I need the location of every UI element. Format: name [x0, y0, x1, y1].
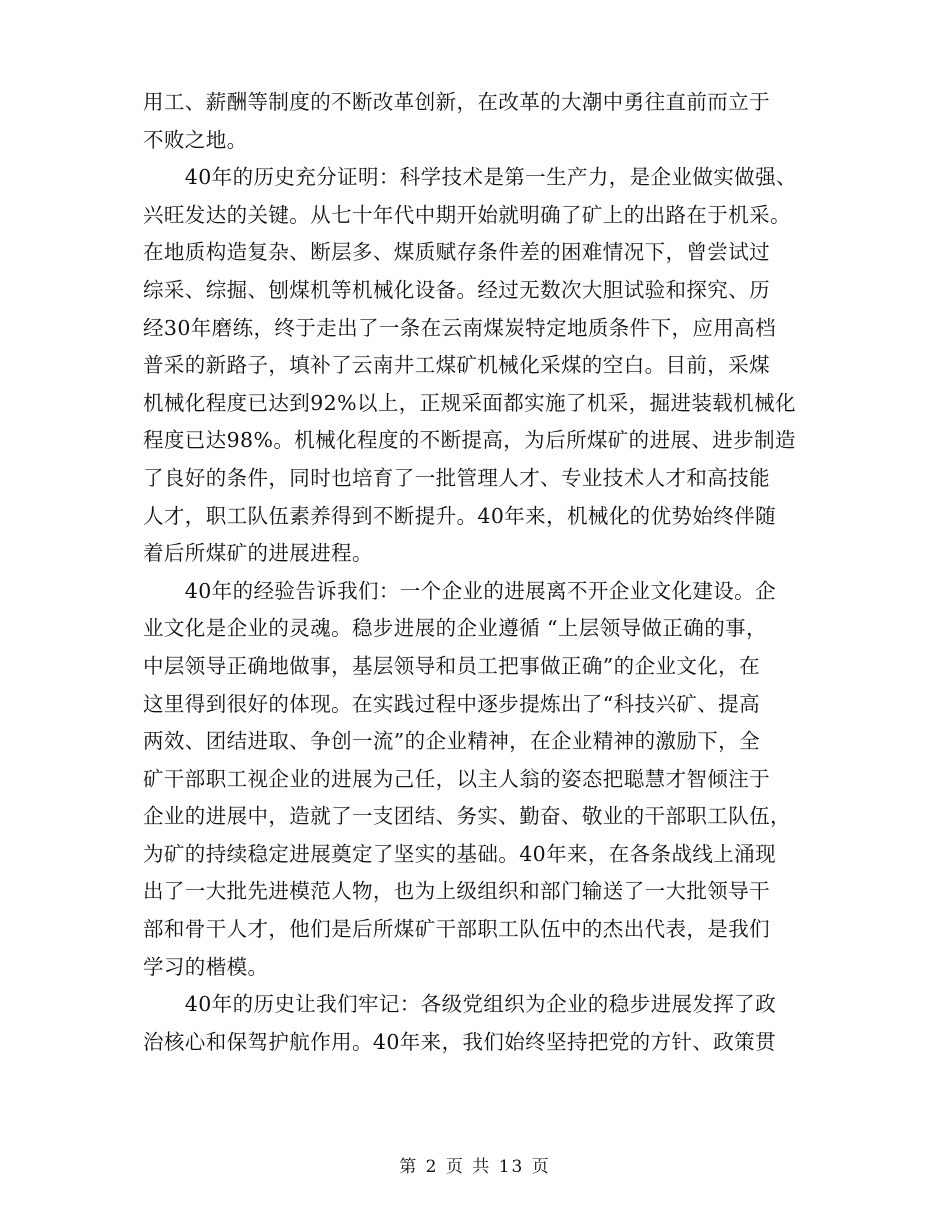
text-line: 企业的进展中，造就了一支团结、务实、勤奋、敬业的干部职工队伍， [143, 804, 791, 829]
text-line: 部和骨干人才，他们是后所煤矿干部职工队伍中的杰出代表，是我们 [143, 917, 770, 942]
text-line: 40年的历史充分证明：科学技术是第一生产力，是企业做实做强、 [143, 165, 797, 190]
text-line: 了良好的条件，同时也培育了一批管理人才、专业技术人才和高技能 [143, 465, 770, 490]
text-line: 40年的经验告诉我们：一个企业的进展离不开企业文化建设。企 [143, 578, 776, 603]
text-line: 矿干部职工视企业的进展为己任，以主人翁的姿态把聪慧才智倾注于 [143, 766, 770, 791]
text-line: 经30年磨练，终于走出了一条在云南煤炭特定地质条件下，应用高档 [143, 315, 776, 340]
text-line: 两效、团结进取、争创一流”的企业精神，在企业精神的激励下，全 [143, 729, 760, 754]
text-line: 综采、综掘、刨煤机等机械化设备。经过无数次大胆试验和探究、历 [143, 277, 770, 302]
text-line: 着后所煤矿的进展进程。 [143, 541, 373, 566]
page-number-footer: 第 2 页 共 13 页 [399, 1157, 551, 1177]
text-line: 不败之地。 [143, 127, 248, 152]
text-line: 治核心和保驾护航作用。40年来，我们始终坚持把党的方针、政策贯 [143, 1029, 776, 1054]
text-line: 业文化是企业的灵魂。稳步进展的企业遵循 “上层领导做正确的事， [143, 616, 767, 641]
text-line: 为矿的持续稳定进展奠定了坚实的基础。40年来，在各条战线上涌现 [143, 841, 776, 866]
text-line: 学习的楷模。 [143, 954, 269, 979]
text-line: 中层领导正确地做事，基层领导和员工把事做正确”的企业文化，在 [143, 653, 760, 678]
text-line: 兴旺发达的关键。从七十年代中期开始就明确了矿上的出路在于机采。 [143, 202, 791, 227]
text-line: 机械化程度已达到92%以上，正规采面都实施了机采，掘进装载机械化 [143, 390, 796, 415]
text-line: 普采的新路子，填补了云南井工煤矿机械化采煤的空白。目前，采煤 [143, 353, 770, 378]
text-line: 用工、薪酬等制度的不断改革创新，在改革的大潮中勇往直前而立于 [143, 90, 770, 114]
body-text [143, 84, 815, 1061]
text-line: 40年的历史让我们牢记：各级党组织为企业的稳步进展发挥了政 [143, 992, 776, 1017]
text-line: 程度已达98%。机械化程度的不断提高，为后所煤矿的进展、进步制造 [143, 428, 796, 453]
text-line: 这里得到很好的体现。在实践过程中逐步提炼出了“科技兴矿、提高 [143, 691, 760, 716]
text-line: 出了一大批先进模范人物，也为上级组织和部门输送了一大批领导干 [143, 879, 770, 904]
text-line: 人才，职工队伍素养得到不断提升。40年来，机械化的优势始终伴随 [143, 503, 776, 528]
text-line: 在地质构造复杂、断层多、煤质赋存条件差的困难情况下，曾尝试过 [143, 240, 770, 265]
